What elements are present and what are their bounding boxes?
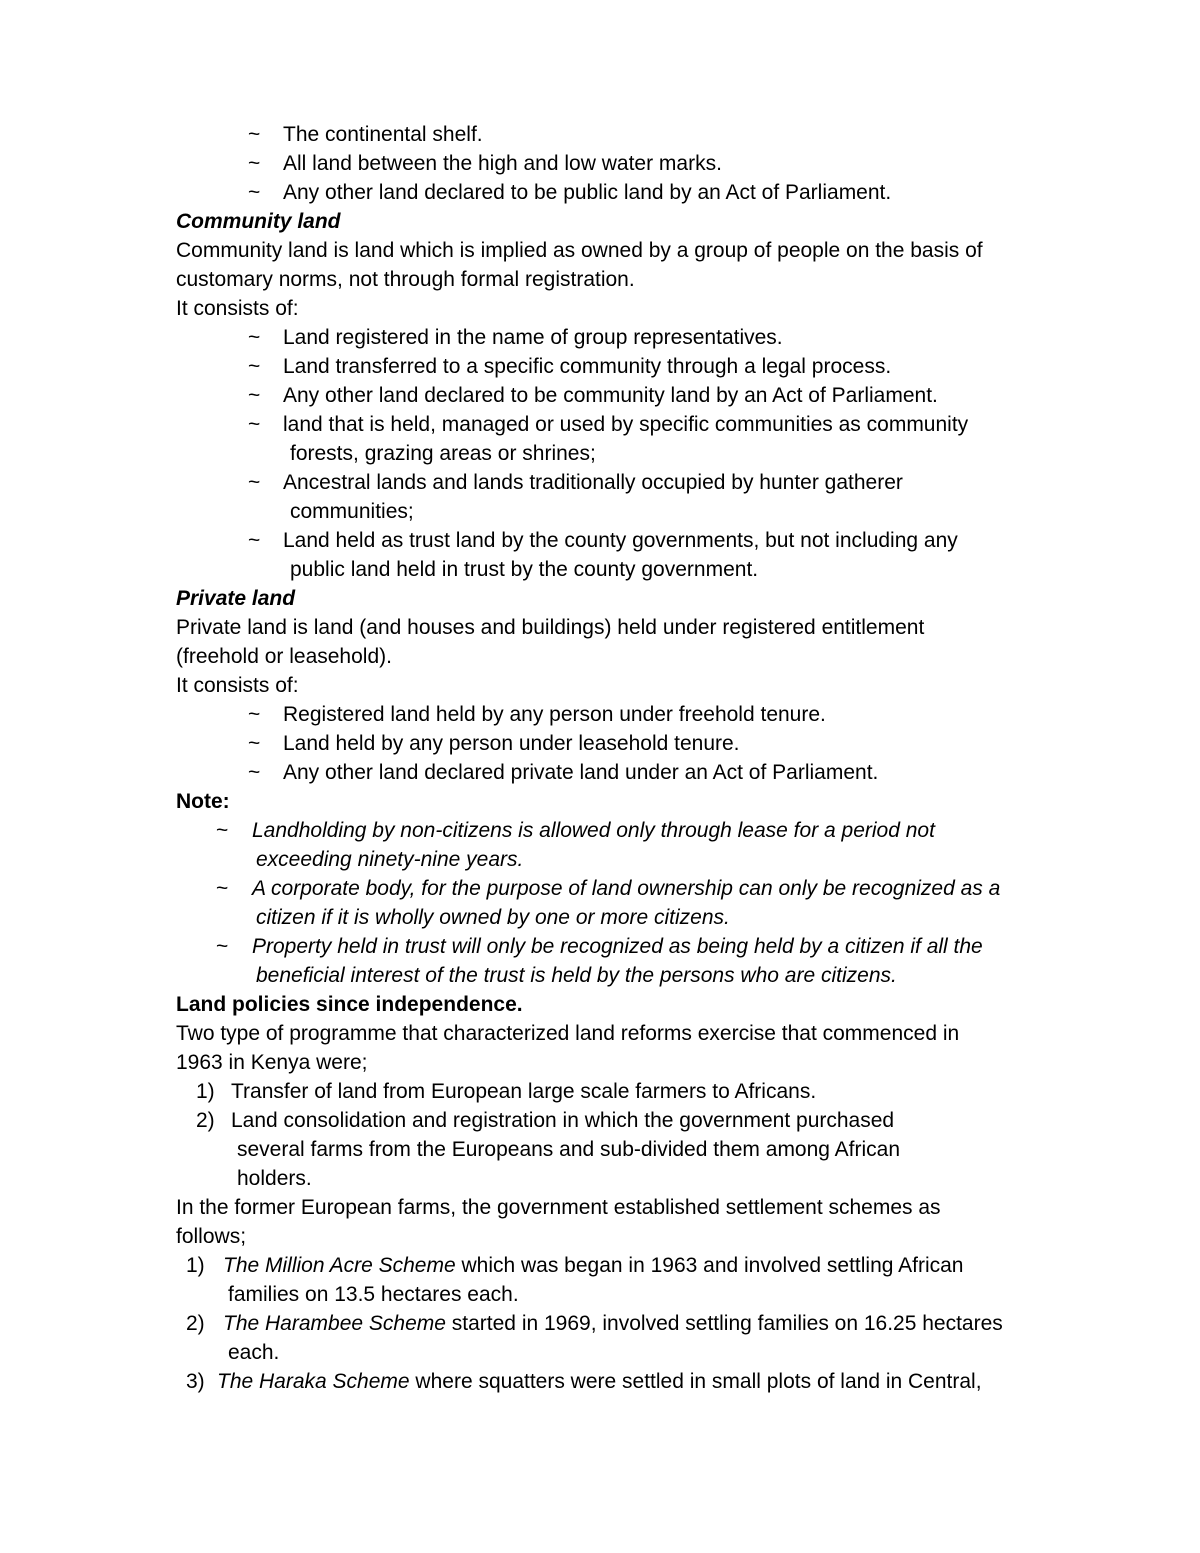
community-land-list xyxy=(176,323,1056,584)
private-land-heading: Private land xyxy=(176,587,296,610)
list-item: ~ Registered land held by any person under freehold tenure. xyxy=(176,700,1056,729)
list-item: ~ Land registered in the name of group representatives. xyxy=(176,323,1056,352)
community-land-heading: Community land xyxy=(176,210,341,233)
list-item: ~ Landholding by non-citizens is allowed only through lease for a period not exceeding ninety-nine years. xyxy=(176,816,1056,874)
private-definition-line: Private land is land (and houses and buildings) held under registered entitlement xyxy=(176,616,925,639)
private-land-list xyxy=(176,700,1056,787)
community-definition-line: customary norms, not through formal registration. xyxy=(176,268,635,291)
list-item: ~ Land transferred to a specific community through a legal process. xyxy=(176,352,1056,381)
list-item: ~ Land held as trust land by the county governments, but not including any public land held in trust by the county government. xyxy=(176,526,1056,584)
tilde-bullet: ~ xyxy=(248,732,261,755)
list-item: ~ Ancestral lands and lands traditionally occupied by hunter gatherer communities; xyxy=(176,468,1056,526)
tilde-bullet: ~ xyxy=(248,355,261,378)
list-item: ~ Any other land declared to be community land by an Act of Parliament. xyxy=(176,381,1056,410)
tilde-bullet: ~ xyxy=(248,181,261,204)
community-definition-line: Community land is land which is implied as owned by a group of people on the basis of xyxy=(176,239,983,262)
public-land-list xyxy=(176,120,1056,207)
list-item: 1) The Million Acre Scheme which was began in 1963 and involved settling African families on 13.5 hectares each. xyxy=(176,1251,1056,1309)
private-consists-label: It consists of: xyxy=(176,674,299,697)
document-page xyxy=(176,120,1056,1396)
list-item: ~ Property held in trust will only be recognized as being held by a citizen if all the beneficial interest of the trust is held by the persons who are citizens. xyxy=(176,932,1056,990)
private-definition-line: (freehold or leasehold). xyxy=(176,645,392,668)
list-number: 2) xyxy=(186,1312,205,1335)
list-item: 3) The Haraka Scheme where squatters were settled in small plots of land in Central, xyxy=(176,1367,1056,1396)
scheme-list xyxy=(176,1251,1056,1396)
tilde-bullet: ~ xyxy=(248,384,261,407)
list-item: ~ The continental shelf. xyxy=(176,120,1056,149)
settlement-intro-line: In the former European farms, the government established settlement schemes as xyxy=(176,1196,941,1219)
list-item: 2) The Harambee Scheme started in 1969, involved settling families on 16.25 hectares each. xyxy=(176,1309,1056,1367)
list-number: 2) xyxy=(196,1109,215,1132)
list-item: ~ All land between the high and low water marks. xyxy=(176,149,1056,178)
community-consists-label: It consists of: xyxy=(176,297,299,320)
tilde-bullet: ~ xyxy=(248,326,261,349)
programme-list xyxy=(176,1077,1056,1193)
tilde-bullet: ~ xyxy=(248,413,261,436)
list-item: ~ land that is held, managed or used by specific communities as community forests, grazing areas or shrines; xyxy=(176,410,1056,468)
list-item: ~ Land held by any person under leasehold tenure. xyxy=(176,729,1056,758)
settlement-intro-line: follows; xyxy=(176,1225,247,1248)
tilde-bullet: ~ xyxy=(248,152,261,175)
tilde-bullet: ~ xyxy=(216,819,229,842)
tilde-bullet: ~ xyxy=(248,761,261,784)
list-item: ~ Any other land declared private land under an Act of Parliament. xyxy=(176,758,1056,787)
scheme-name: The Haraka Scheme xyxy=(217,1370,410,1393)
tilde-bullet: ~ xyxy=(248,123,261,146)
note-list xyxy=(176,816,1056,990)
tilde-bullet: ~ xyxy=(216,935,229,958)
tilde-bullet: ~ xyxy=(248,471,261,494)
tilde-bullet: ~ xyxy=(248,529,261,552)
policies-intro-line: 1963 in Kenya were; xyxy=(176,1051,368,1074)
list-number: 1) xyxy=(186,1254,205,1277)
list-item: ~ Any other land declared to be public land by an Act of Parliament. xyxy=(176,178,1056,207)
tilde-bullet: ~ xyxy=(216,877,229,900)
scheme-name: The Harambee Scheme xyxy=(223,1312,446,1335)
list-number: 1) xyxy=(196,1080,215,1103)
scheme-name: The Million Acre Scheme xyxy=(223,1254,456,1277)
list-number: 3) xyxy=(186,1370,205,1393)
policies-intro-line: Two type of programme that characterized land reforms exercise that commenced in xyxy=(176,1022,960,1045)
list-item: 1) Transfer of land from European large scale farmers to Africans. xyxy=(176,1077,1056,1106)
policies-heading: Land policies since independence. xyxy=(176,993,523,1016)
list-item: 2) Land consolidation and registration in which the government purchased several farms from the Europeans and sub-divided them among African holders. xyxy=(176,1106,1056,1193)
note-heading: Note: xyxy=(176,790,230,813)
tilde-bullet: ~ xyxy=(248,703,261,726)
list-item: ~ A corporate body, for the purpose of land ownership can only be recognized as a citizen if it is wholly owned by one or more citizens. xyxy=(176,874,1056,932)
